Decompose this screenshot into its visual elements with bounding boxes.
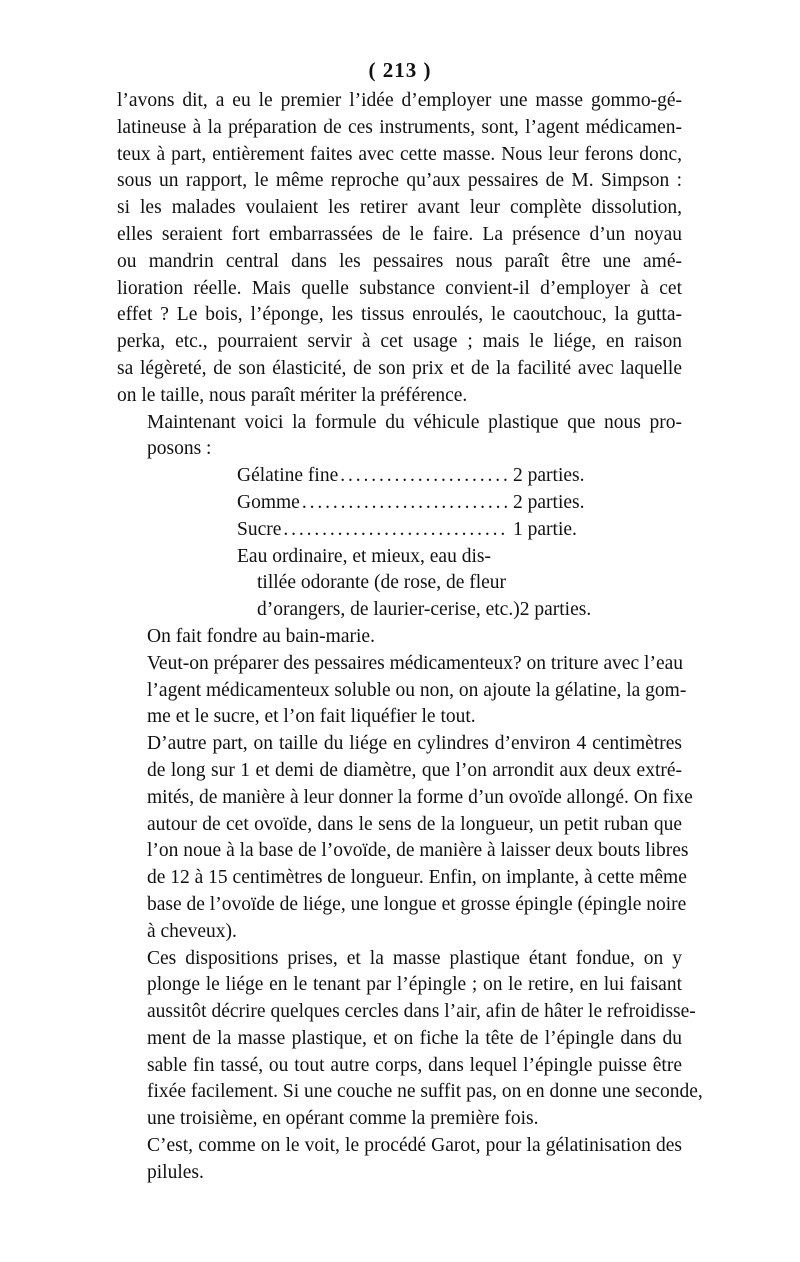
recipe-quantity-wrap <box>520 597 606 624</box>
text-line: lioration réelle. Mais quelle substance convient-il d’employer à cet <box>117 277 682 299</box>
text-line: latineuse à la préparation de ces instruments, sont, l’agent médicamen- <box>117 116 682 138</box>
text-line: autour de cet ovoïde, dans le sens de la longueur, un petit ruban que <box>147 813 682 835</box>
text-line: teux à part, entièrement faites avec cette masse. Nous leur ferons donc, <box>117 143 682 165</box>
recipe-quantity: 2 parties. <box>519 599 592 621</box>
recipe-ingredient-line <box>237 570 520 597</box>
text-line: on le taille, nous paraît mériter la préférence. <box>117 384 468 406</box>
text-line: à cheveux). <box>147 920 237 942</box>
text-line: sa légèreté, de son élasticité, de son prix et de la facilité avec laquelle <box>117 357 682 379</box>
recipe-row-multiline <box>237 544 599 624</box>
text-line: perka, etc., pourraient servir à cet usage ; mais le liége, en raison <box>117 331 682 353</box>
text-line: ou mandrin central dans les pessaires nous paraît être une amé- <box>117 250 682 272</box>
recipe-row <box>237 463 599 490</box>
recipe-ingredient: Gomme <box>237 491 300 513</box>
text-line: l’avons dit, a eu le premier l’idée d’employer une masse gommo-gé- <box>117 90 682 111</box>
text-line: de 12 à 15 centimètres de longueur. Enfin, on implante, à cette même <box>147 867 687 889</box>
recipe-formula <box>237 463 599 624</box>
paragraph <box>117 731 693 945</box>
text-line: C’est, comme on le voit, le procédé Garot, pour la gélatinisation des <box>147 1135 682 1157</box>
recipe-ingredient: Gélatine fine <box>237 465 339 487</box>
text-line: ment de la masse plastique, et on fiche la tête de l’épingle dans du <box>147 1027 682 1049</box>
recipe-quantity: 2 parties. <box>513 491 585 513</box>
recipe-ingredient: Sucre <box>237 518 282 540</box>
paragraph <box>117 624 682 651</box>
text-line: mités, de manière à leur donner la forme d’un ovoïde allongé. On fixe <box>147 786 693 808</box>
leader-dots <box>302 490 507 517</box>
recipe-row <box>237 490 599 517</box>
paragraph-group-before-recipe <box>117 88 682 463</box>
paragraph <box>117 946 703 1134</box>
text-line: sous un rapport, le même reproche qu’aux pessaires de M. Simpson : <box>117 170 682 192</box>
recipe-quantity: 1 partie. <box>513 518 577 540</box>
page-body <box>117 88 703 1187</box>
paragraph <box>117 651 687 731</box>
recipe-ingredient-text: Eau ordinaire, et mieux, eau dis- <box>237 545 491 567</box>
text-line: sable fin tassé, ou tout autre corps, dans lequel l’épingle puisse être <box>147 1054 682 1076</box>
text-line: de long sur 1 et demi de diamètre, que l’on arrondit aux deux extré- <box>147 759 682 781</box>
text-line: Maintenant voici la formule du véhicule plastique que nous pro- <box>147 411 682 433</box>
text-line: fixée facilement. Si une couche ne suffit pas, on en donne une seconde, <box>147 1081 703 1103</box>
text-line: l’on noue à la base de l’ovoïde, de manière à laisser deux bouts libres <box>147 840 689 862</box>
leader-dots <box>340 463 507 490</box>
paragraph <box>117 410 682 464</box>
recipe-ingredient-line <box>237 544 520 571</box>
text-line: posons : <box>147 438 212 460</box>
leader-dots <box>283 517 507 544</box>
recipe-ingredient-line <box>237 597 520 624</box>
paragraph-group-after-recipe <box>117 624 703 1187</box>
recipe-quantity: 2 parties. <box>513 465 585 487</box>
paragraph <box>117 1133 682 1187</box>
text-line: pilules. <box>147 1161 204 1183</box>
text-line: Veut-on préparer des pessaires médicamenteux? on triture avec l’eau <box>147 652 684 674</box>
text-line: effet ? Le bois, l’éponge, les tissus enroulés, le caoutchouc, la gutta- <box>117 304 682 326</box>
text-line: me et le sucre, et l’on fait liquéfier le tout. <box>147 706 476 728</box>
text-line: base de l’ovoïde de liége, une longue et grosse épingle (épingle noire <box>147 893 687 915</box>
text-line: Ces dispositions prises, et la masse plastique étant fondue, on y <box>147 947 682 969</box>
recipe-ingredient-text: tillée odorante (de rose, de fleur <box>257 572 507 594</box>
text-line: D’autre part, on taille du liége en cylindres d’environ 4 centimètres <box>147 733 682 755</box>
text-line: une troisième, en opérant comme la première fois. <box>147 1108 539 1130</box>
text-line: l’agent médicamenteux soluble ou non, on ajoute la gélatine, la gom- <box>147 679 687 701</box>
text-line: elles seraient fort embarrassées de le faire. La présence d’un noyau <box>117 223 682 245</box>
text-line: si les malades voulaient les retirer avant leur complète dissolution, <box>117 197 682 219</box>
text-line: On fait fondre au bain-marie. <box>147 625 375 647</box>
recipe-row <box>237 517 599 544</box>
text-line: aussitôt décrire quelques cercles dans l’air, afin de hâter le refroidisse- <box>147 1001 696 1023</box>
paragraph <box>117 88 682 410</box>
text-line: plonge le liége en le tenant par l’épingle ; on le retire, en lui faisant <box>147 974 682 996</box>
recipe-ingredient-text: d’orangers, de laurier-cerise, etc.) <box>257 599 520 621</box>
page-number: ( 213 ) <box>368 58 432 82</box>
